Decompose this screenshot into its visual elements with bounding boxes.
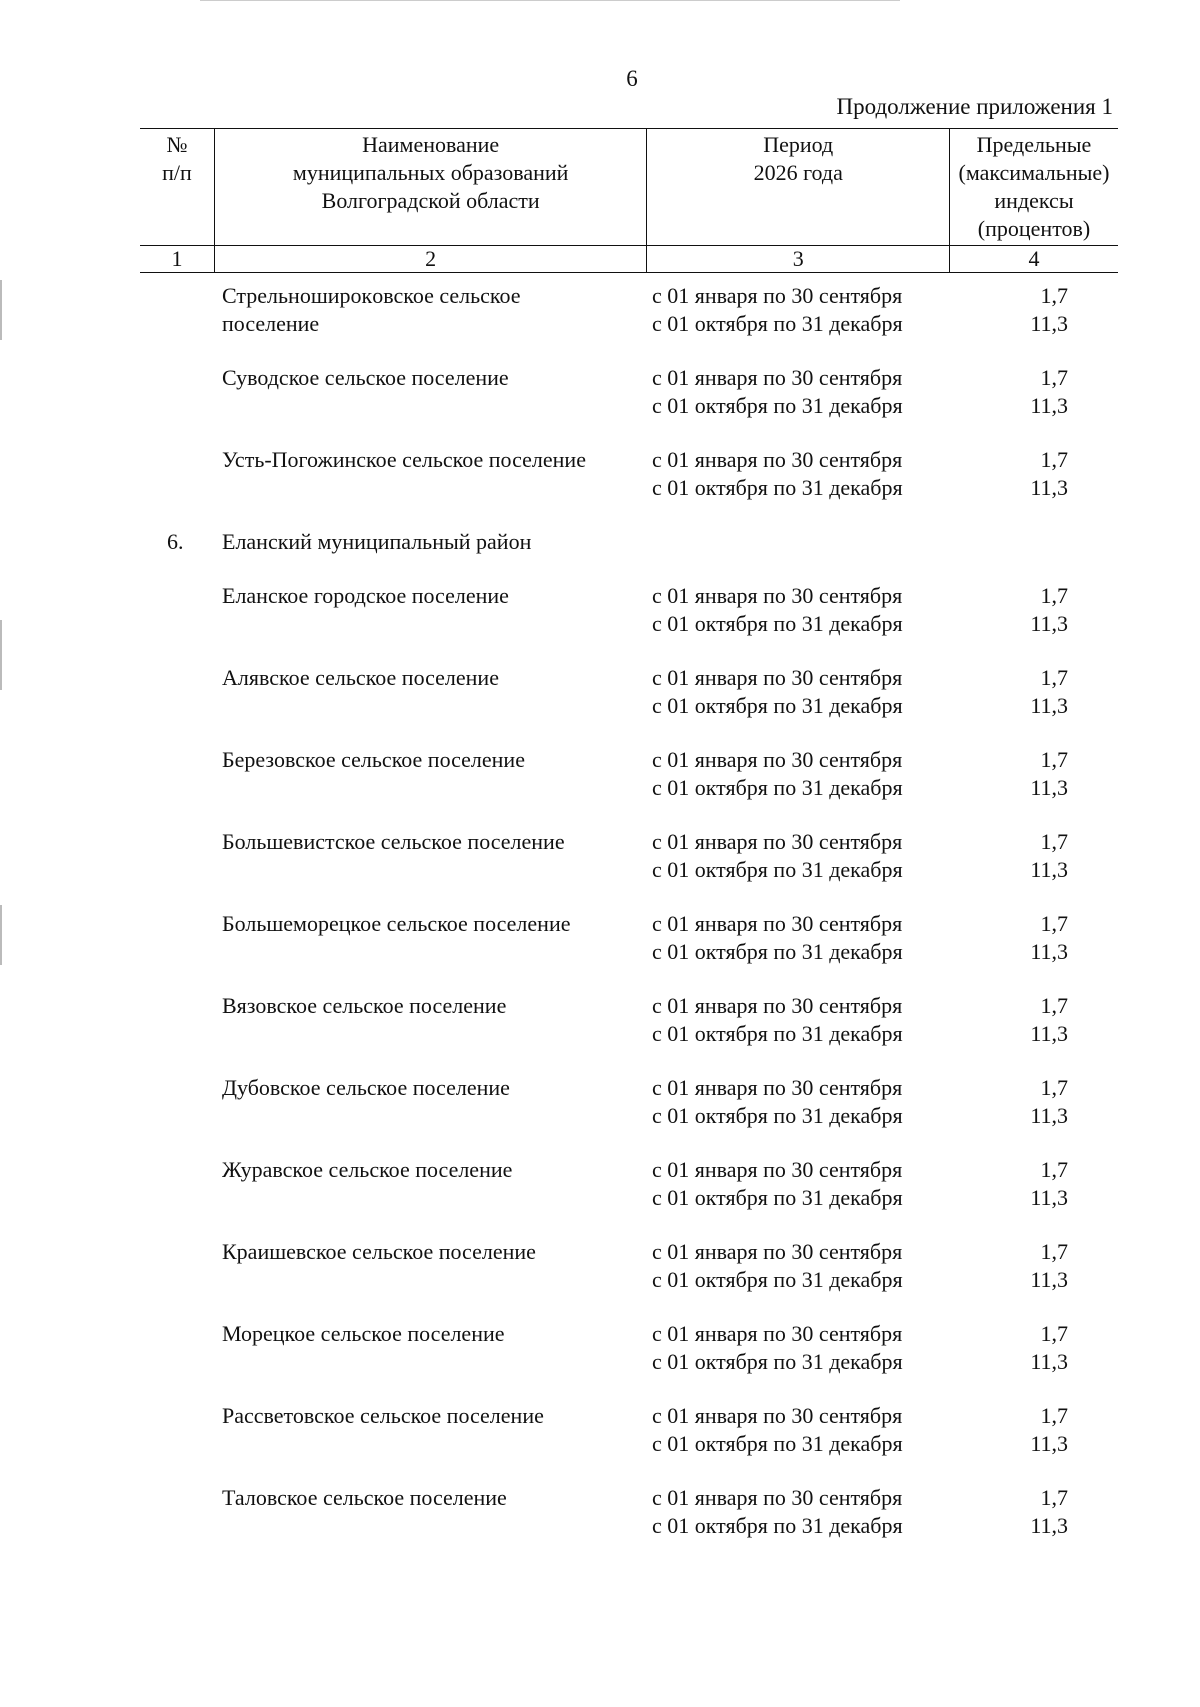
table-row xyxy=(0,828,1200,910)
settlement-name: Большеморецкое сельское поселение xyxy=(222,911,571,936)
period-second: с 01 октября по 31 декабря xyxy=(652,393,903,418)
period-second: с 01 октября по 31 декабря xyxy=(652,1021,903,1046)
index-first: 1,7 xyxy=(1040,665,1068,690)
table-row xyxy=(0,910,1200,992)
table-row xyxy=(0,1484,1200,1566)
period-cell xyxy=(652,282,903,338)
settlement-name: Стрельноширокoвское сельское поселение xyxy=(222,283,521,336)
period-second: с 01 октября по 31 декабря xyxy=(652,693,903,718)
table-row xyxy=(0,446,1200,528)
index-cell xyxy=(1030,1402,1068,1458)
period-cell xyxy=(652,1402,903,1458)
settlement-name: Дубовское сельское поселение xyxy=(222,1075,510,1100)
period-first: с 01 января по 30 сентября xyxy=(652,1157,903,1182)
table-row xyxy=(0,364,1200,446)
table-row xyxy=(0,1238,1200,1320)
table-row xyxy=(0,1156,1200,1238)
column-header-name: Наименование муниципальных образований Волгоградской области xyxy=(214,129,647,246)
settlement-name: Еланское городское поселение xyxy=(222,583,509,608)
table-header-row xyxy=(140,129,1118,246)
index-second: 11,3 xyxy=(1030,1513,1068,1538)
index-second: 11,3 xyxy=(1030,1185,1068,1210)
period-first: с 01 января по 30 сентября xyxy=(652,1321,903,1346)
index-first: 1,7 xyxy=(1040,829,1068,854)
index-cell xyxy=(1030,1320,1068,1376)
period-second: с 01 октября по 31 декабря xyxy=(652,1185,903,1210)
index-second: 11,3 xyxy=(1030,1349,1068,1374)
period-cell xyxy=(652,446,903,502)
settlement-name: Морецкое сельское поселение xyxy=(222,1321,505,1346)
index-first: 1,7 xyxy=(1040,911,1068,936)
column-number: 3 xyxy=(647,246,950,273)
column-number: 1 xyxy=(140,246,214,273)
settlement-name: Таловское сельское поселение xyxy=(222,1485,507,1510)
period-first: с 01 января по 30 сентября xyxy=(652,447,903,472)
index-cell xyxy=(1030,364,1068,420)
period-second: с 01 октября по 31 декабря xyxy=(652,311,903,336)
settlement-name: Березовское сельское поселение xyxy=(222,747,525,772)
index-first: 1,7 xyxy=(1040,1239,1068,1264)
index-second: 11,3 xyxy=(1030,693,1068,718)
settlement-name: Большевистское сельское поселение xyxy=(222,829,565,854)
period-first: с 01 января по 30 сентября xyxy=(652,747,903,772)
index-second: 11,3 xyxy=(1030,1103,1068,1128)
index-cell xyxy=(1030,910,1068,966)
table-row xyxy=(0,582,1200,664)
table-row xyxy=(0,746,1200,828)
continuation-label: Продолжение приложения 1 xyxy=(836,94,1113,119)
index-first: 1,7 xyxy=(1040,1157,1068,1182)
index-second: 11,3 xyxy=(1030,1021,1068,1046)
index-second: 11,3 xyxy=(1030,857,1068,882)
table-row xyxy=(0,664,1200,746)
period-second: с 01 октября по 31 декабря xyxy=(652,1349,903,1374)
scan-top-edge xyxy=(200,0,900,1)
column-header-number: № п/п xyxy=(140,129,214,246)
settlement-name: Алявское сельское поселение xyxy=(222,665,499,690)
column-number: 4 xyxy=(950,246,1118,273)
settlement-name: Краишевское сельское поселение xyxy=(222,1239,536,1264)
index-first: 1,7 xyxy=(1040,447,1068,472)
index-second: 11,3 xyxy=(1030,475,1068,500)
index-second: 11,3 xyxy=(1030,939,1068,964)
period-cell xyxy=(652,1156,903,1212)
period-second: с 01 октября по 31 декабря xyxy=(652,775,903,800)
index-cell xyxy=(1030,582,1068,638)
table-row xyxy=(0,282,1200,364)
table-row xyxy=(0,1320,1200,1402)
index-first: 1,7 xyxy=(1040,1321,1068,1346)
table-body xyxy=(0,282,1200,1566)
period-first: с 01 января по 30 сентября xyxy=(652,665,903,690)
index-first: 1,7 xyxy=(1040,1485,1068,1510)
period-cell xyxy=(652,664,903,720)
row-number: 6. xyxy=(167,529,184,554)
index-second: 11,3 xyxy=(1030,1267,1068,1292)
period-cell xyxy=(652,1238,903,1294)
index-cell xyxy=(1030,1238,1068,1294)
period-second: с 01 октября по 31 декабря xyxy=(652,1513,903,1538)
table-row xyxy=(0,1402,1200,1484)
period-cell xyxy=(652,746,903,802)
period-cell xyxy=(652,910,903,966)
index-cell xyxy=(1030,1484,1068,1540)
settlement-name: Журавское сельское поселение xyxy=(222,1157,513,1182)
index-second: 11,3 xyxy=(1030,611,1068,636)
settlement-name: Рассветовское сельское поселение xyxy=(222,1403,544,1428)
table-row xyxy=(0,1074,1200,1156)
page-number: 6 xyxy=(626,66,638,91)
period-second: с 01 октября по 31 декабря xyxy=(652,1103,903,1128)
period-second: с 01 октября по 31 декабря xyxy=(652,939,903,964)
period-first: с 01 января по 30 сентября xyxy=(652,365,903,390)
period-second: с 01 октября по 31 декабря xyxy=(652,475,903,500)
index-cell xyxy=(1030,664,1068,720)
index-first: 1,7 xyxy=(1040,283,1068,308)
index-cell xyxy=(1030,1074,1068,1130)
index-cell xyxy=(1030,828,1068,884)
index-cell xyxy=(1030,992,1068,1048)
index-second: 11,3 xyxy=(1030,393,1068,418)
period-first: с 01 января по 30 сентября xyxy=(652,283,903,308)
period-cell xyxy=(652,992,903,1048)
column-header-index: Предельные (максимальные) индексы (процентов) xyxy=(950,129,1118,246)
period-second: с 01 октября по 31 декабря xyxy=(652,857,903,882)
index-second: 11,3 xyxy=(1030,775,1068,800)
period-first: с 01 января по 30 сентября xyxy=(652,1075,903,1100)
period-cell xyxy=(652,1320,903,1376)
index-first: 1,7 xyxy=(1040,365,1068,390)
period-cell xyxy=(652,1484,903,1540)
period-first: с 01 января по 30 сентября xyxy=(652,1239,903,1264)
index-first: 1,7 xyxy=(1040,583,1068,608)
settlement-name: Суводское сельское поселение xyxy=(222,365,509,390)
index-cell xyxy=(1030,282,1068,338)
settlement-name: Усть-Погожинское сельское поселение xyxy=(222,447,586,472)
period-second: с 01 октября по 31 декабря xyxy=(652,1267,903,1292)
index-first: 1,7 xyxy=(1040,993,1068,1018)
index-cell xyxy=(1030,1156,1068,1212)
index-cell xyxy=(1030,746,1068,802)
index-cell xyxy=(1030,446,1068,502)
settlement-name: Вязовское сельское поселение xyxy=(222,993,507,1018)
period-first: с 01 января по 30 сентября xyxy=(652,1403,903,1428)
index-second: 11,3 xyxy=(1030,311,1068,336)
column-number: 2 xyxy=(214,246,647,273)
column-number-row xyxy=(140,246,1118,273)
index-first: 1,7 xyxy=(1040,747,1068,772)
period-cell xyxy=(652,828,903,884)
period-first: с 01 января по 30 сентября xyxy=(652,829,903,854)
period-first: с 01 января по 30 сентября xyxy=(652,993,903,1018)
column-header-period: Период 2026 года xyxy=(647,129,950,246)
table-header xyxy=(140,128,1118,273)
index-first: 1,7 xyxy=(1040,1403,1068,1428)
table-row xyxy=(0,992,1200,1074)
period-cell xyxy=(652,1074,903,1130)
period-second: с 01 октября по 31 декабря xyxy=(652,611,903,636)
period-first: с 01 января по 30 сентября xyxy=(652,1485,903,1510)
period-cell xyxy=(652,582,903,638)
period-cell xyxy=(652,364,903,420)
period-second: с 01 октября по 31 декабря xyxy=(652,1431,903,1456)
period-first: с 01 января по 30 сентября xyxy=(652,583,903,608)
period-first: с 01 января по 30 сентября xyxy=(652,911,903,936)
index-second: 11,3 xyxy=(1030,1431,1068,1456)
index-first: 1,7 xyxy=(1040,1075,1068,1100)
district-row xyxy=(0,528,1200,582)
district-name: Еланский муниципальный район xyxy=(222,529,532,554)
